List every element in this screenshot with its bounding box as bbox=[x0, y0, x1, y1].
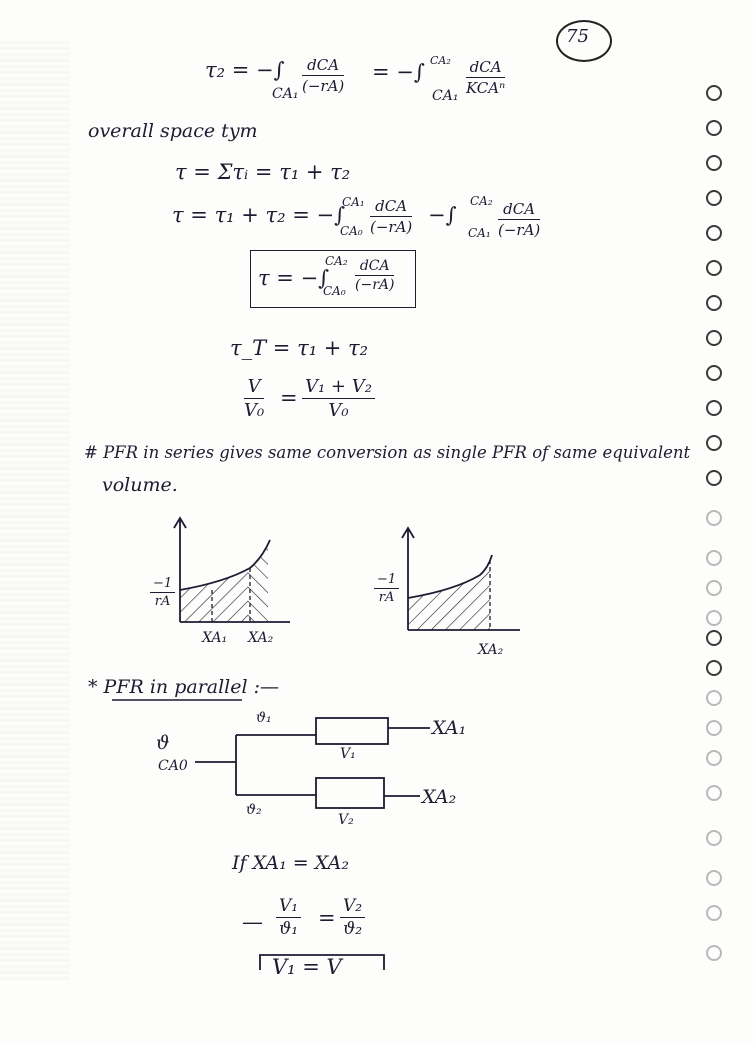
eq2: τ = Στᵢ = τ₁ + τ₂ bbox=[175, 160, 351, 184]
parallel-heading: * PFR in parallel :— bbox=[88, 676, 280, 698]
eq3-num2: dCA bbox=[498, 200, 540, 220]
eq1-den2: KCAⁿ bbox=[466, 79, 506, 97]
graph1-ylabel bbox=[150, 576, 175, 609]
branch1-flow-label: ϑ₁ bbox=[256, 710, 272, 726]
ratio-den-right: ϑ₂ bbox=[343, 919, 363, 939]
note-line-2: volume. bbox=[102, 474, 178, 496]
graph2-xlabel: XA₂ bbox=[478, 642, 504, 658]
eq6-den-right: V₀ bbox=[328, 400, 349, 421]
overall-space-time-heading: overall space tym bbox=[88, 120, 258, 142]
ratio-equals: = bbox=[318, 906, 336, 930]
eq5: τ_T = τ₁ + τ₂ bbox=[230, 336, 369, 360]
eq3-lhs: τ = τ₁ + τ₂ = −∫ bbox=[172, 203, 346, 227]
graph2-ylabel-den: rA bbox=[378, 590, 395, 605]
eq4-lhs: τ = −∫ bbox=[258, 266, 330, 290]
eq3-den2: (−rA) bbox=[498, 221, 541, 239]
graph2-ylabel bbox=[374, 572, 399, 605]
branch1-outlet-label: XA₁ bbox=[432, 717, 467, 739]
ratio-den-left: ϑ₁ bbox=[279, 919, 299, 939]
if-condition: If XA₁ = XA₂ bbox=[232, 852, 349, 874]
ratio-right-fraction bbox=[340, 896, 365, 939]
parallel-diagram bbox=[195, 718, 430, 808]
eq1-num2: dCA bbox=[466, 58, 505, 78]
eq6-equals: = bbox=[280, 386, 298, 410]
eq3-lower-limit2: CA₁ bbox=[468, 226, 491, 240]
feed-flow-label: ϑ bbox=[156, 732, 170, 754]
eq4-den: (−rA) bbox=[355, 277, 395, 293]
eq6-den-left: V₀ bbox=[244, 400, 265, 421]
eq3-den: (−rA) bbox=[370, 218, 413, 236]
branch2-flow-label: ϑ₂ bbox=[246, 802, 262, 818]
eq3-lower-limit: CA₀ bbox=[340, 224, 363, 238]
eq4-num: dCA bbox=[355, 258, 394, 276]
ratio-num-right: V₂ bbox=[340, 896, 365, 918]
eq1-mid: = −∫ bbox=[372, 60, 425, 84]
eq6-num-left: V bbox=[244, 376, 264, 399]
reactor2 bbox=[316, 778, 384, 808]
eq3-mid: −∫ bbox=[428, 203, 457, 227]
graph2-ylabel-num: −1 bbox=[374, 572, 399, 589]
eq1-lhs: τ₂ = −∫ bbox=[205, 58, 285, 82]
graph1 bbox=[174, 518, 290, 622]
feed-concentration-label: CA0 bbox=[158, 758, 188, 774]
graph1-ylabel-num: −1 bbox=[150, 576, 175, 593]
ratio-num-left: V₁ bbox=[276, 896, 301, 918]
graph1-area-2 bbox=[248, 544, 268, 622]
reactor1 bbox=[316, 718, 388, 744]
eq3-upper-limit2: CA₂ bbox=[470, 194, 493, 208]
final-equation: V₁ = V bbox=[272, 955, 342, 979]
note-line-1: # PFR in series gives same conversion as single PFR of same equivalent bbox=[84, 443, 691, 462]
eq1-lower-limit: CA₁ bbox=[272, 86, 299, 102]
eq4-lower-limit: CA₀ bbox=[323, 284, 346, 298]
branch2-volume-label: V₂ bbox=[338, 812, 354, 828]
ratio-dash: — bbox=[242, 910, 263, 934]
graph1-xlabel-2: XA₂ bbox=[248, 630, 274, 646]
graph1-area-1 bbox=[180, 570, 248, 622]
eq4-upper-limit: CA₂ bbox=[325, 254, 348, 268]
graph1-ylabel-den: rA bbox=[154, 594, 171, 609]
eq1-lower-limit2: CA₁ bbox=[432, 88, 459, 104]
eq3-num: dCA bbox=[370, 197, 412, 217]
page-number: 75 bbox=[566, 26, 589, 47]
eq1-den: (−rA) bbox=[302, 77, 345, 95]
eq6-num-right: V₁ + V₂ bbox=[302, 376, 375, 399]
eq3-upper-limit: CA₁ bbox=[342, 195, 365, 209]
eq1-upper-limit2: CA₂ bbox=[430, 54, 451, 67]
graph2 bbox=[402, 528, 520, 630]
eq1-num: dCA bbox=[302, 56, 344, 76]
branch2-outlet-label: XA₂ bbox=[422, 786, 457, 808]
graph1-xlabel-1: XA₁ bbox=[202, 630, 228, 646]
ratio-left-fraction bbox=[276, 896, 301, 939]
branch1-volume-label: V₁ bbox=[340, 746, 356, 762]
